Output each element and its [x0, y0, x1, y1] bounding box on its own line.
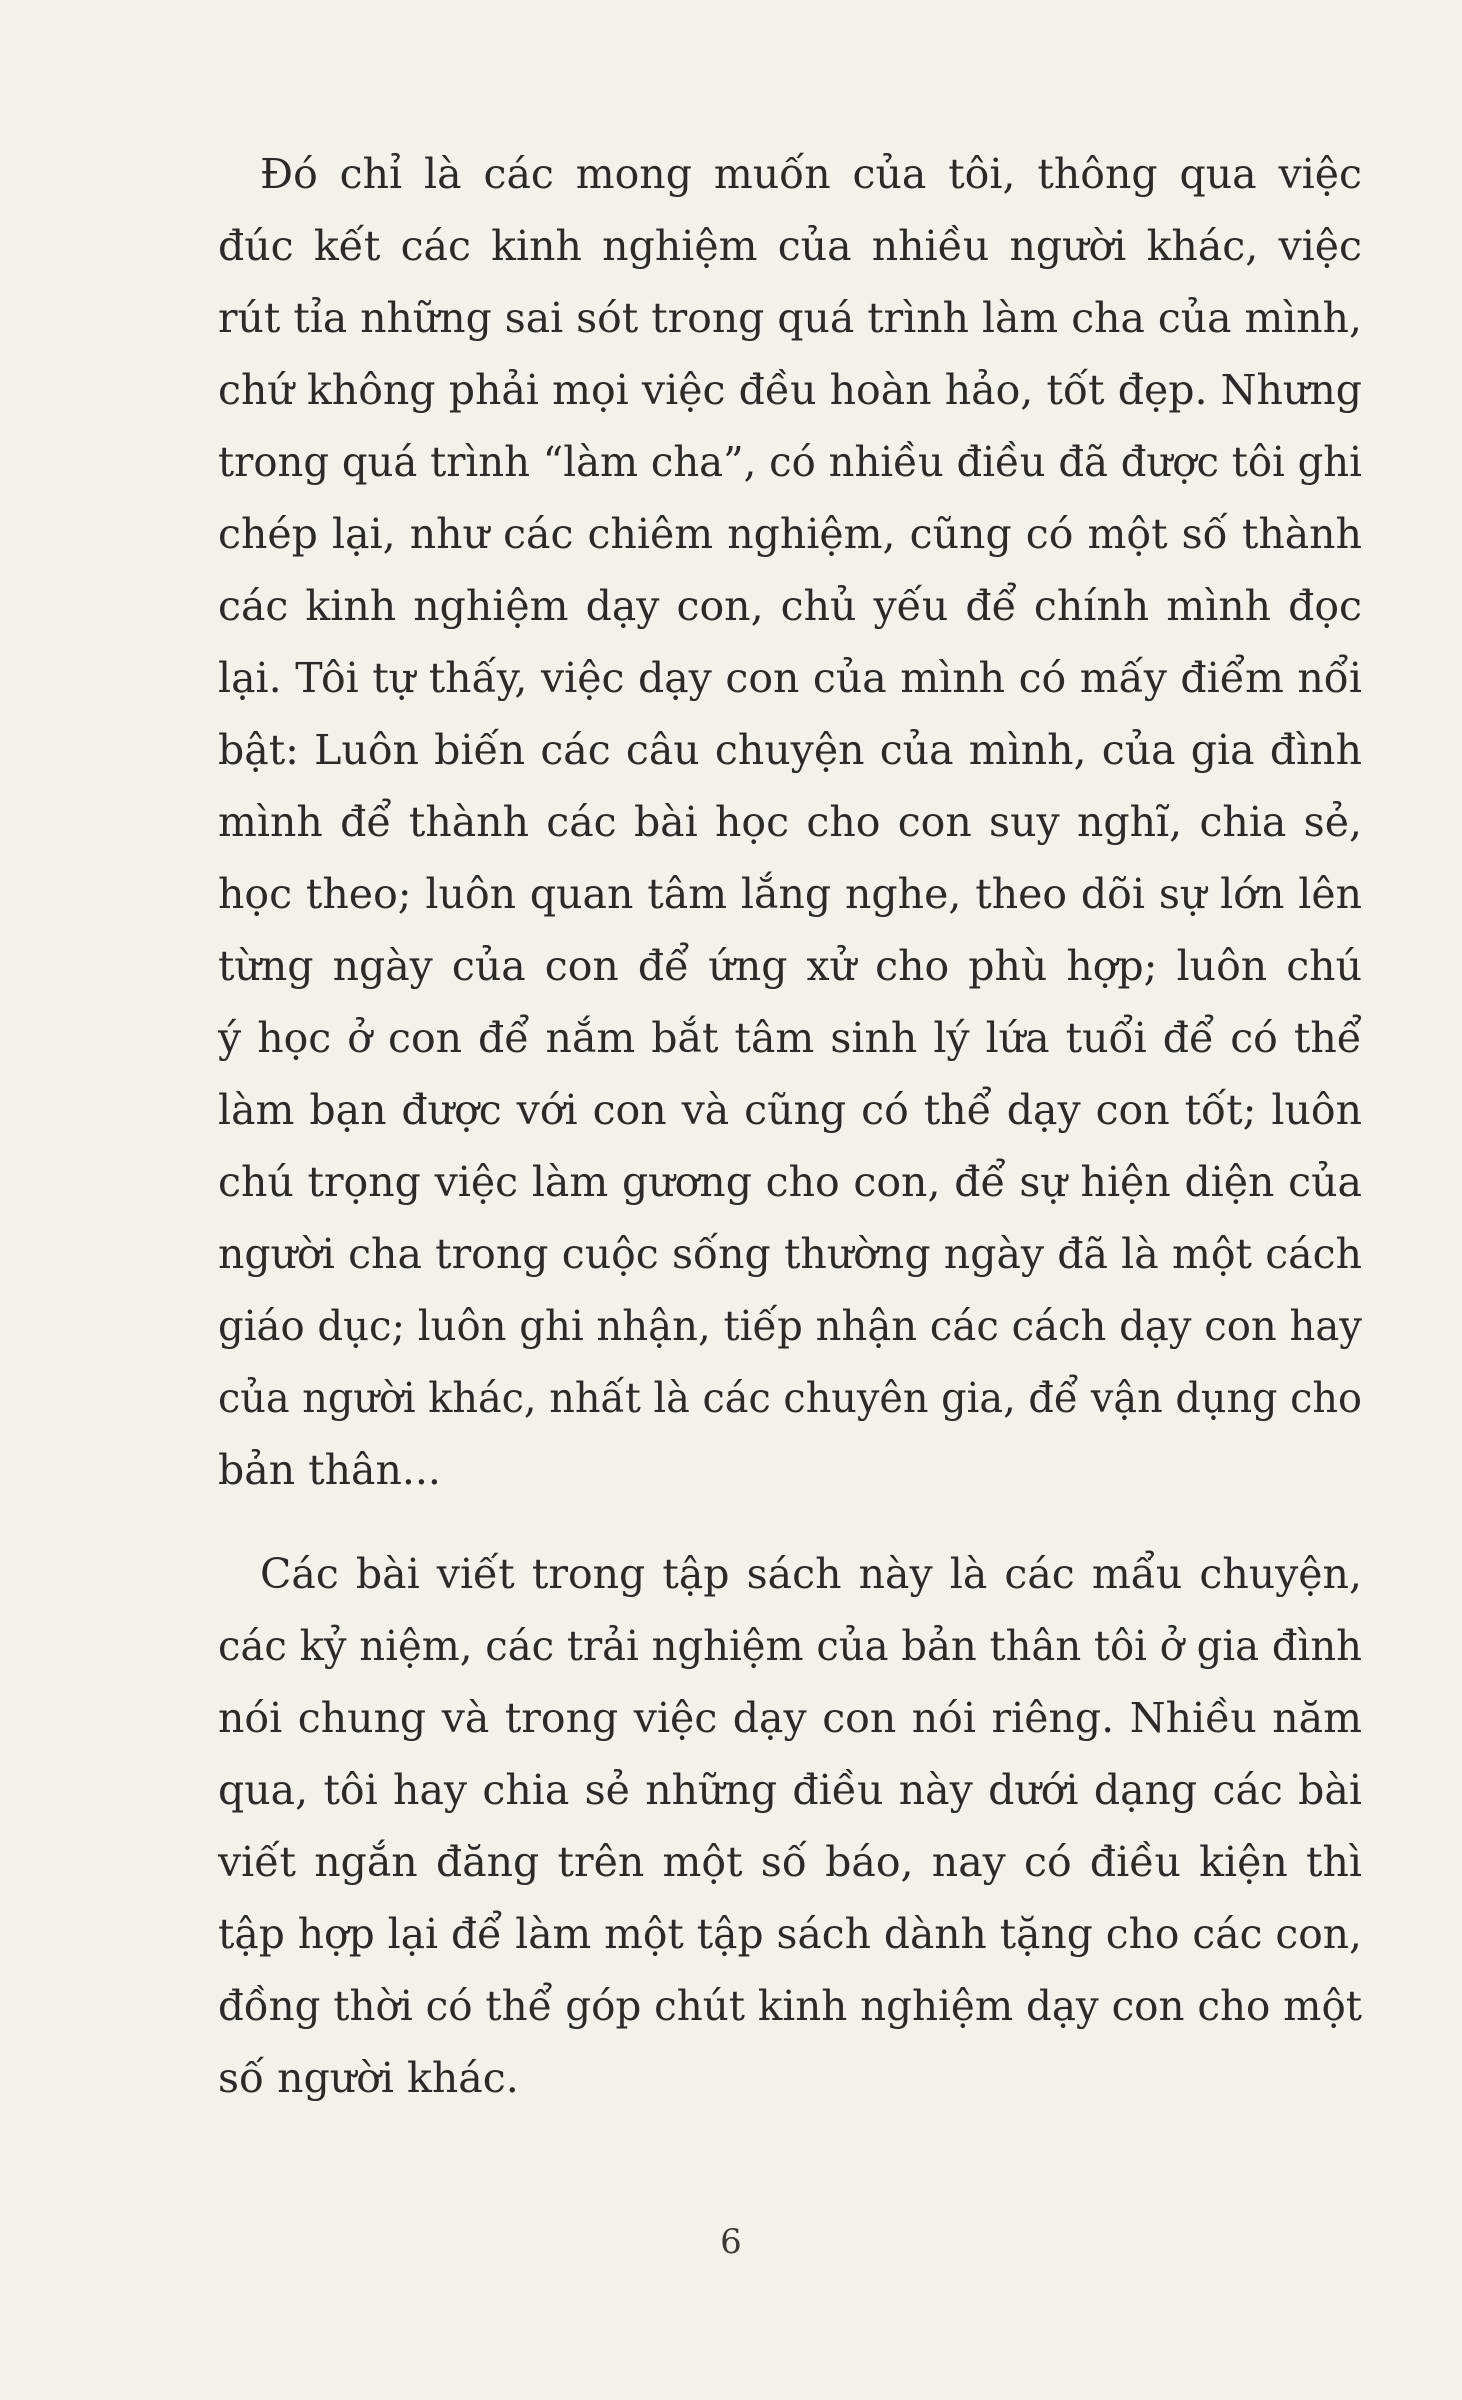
text-line-content: người cha trong cuộc sống thường ngày đã là một cách	[218, 1230, 1362, 1278]
text-line-content: chép lại, như các chiêm nghiệm, cũng có một số thành	[218, 510, 1362, 558]
text-line	[218, 498, 1362, 570]
text-line-content: các kinh nghiệm dạy con, chủ yếu để chính mình đọc	[218, 582, 1362, 630]
text-line	[218, 282, 1362, 354]
text-line	[218, 1074, 1362, 1146]
text-line-content: ý học ở con để nắm bắt tâm sinh lý lứa tuổi để có thể	[218, 1014, 1362, 1062]
text-line-content: giáo dục; luôn ghi nhận, tiếp nhận các cách dạy con hay	[218, 1302, 1362, 1350]
text-line	[218, 210, 1362, 282]
text-line	[218, 1610, 1362, 1682]
text-line	[218, 1898, 1362, 1970]
text-line	[218, 930, 1362, 1002]
text-line-content: mình để thành các bài học cho con suy nghĩ, chia sẻ,	[218, 798, 1362, 846]
text-line	[218, 1218, 1362, 1290]
text-line	[218, 1826, 1362, 1898]
paragraph-2	[218, 1538, 1362, 2114]
text-line-content: chú trọng việc làm gương cho con, để sự hiện diện của	[218, 1158, 1362, 1206]
text-line-content: nói chung và trong việc dạy con nói riêng. Nhiều năm	[218, 1694, 1362, 1742]
text-line-content: số người khác.	[218, 2054, 519, 2102]
text-line	[218, 1434, 1362, 1506]
text-line-content: bật: Luôn biến các câu chuyện của mình, của gia đình	[218, 726, 1362, 774]
text-line-content: từng ngày của con để ứng xử cho phù hợp; luôn chú	[218, 942, 1362, 990]
text-line-content: các kỷ niệm, các trải nghiệm của bản thân tôi ở gia đình	[218, 1622, 1362, 1670]
text-line-content: Đó chỉ là các mong muốn của tôi, thông qua việc	[260, 150, 1362, 198]
paragraph-1	[218, 138, 1362, 1506]
text-line-content: trong quá trình “làm cha”, có nhiều điều đã được tôi ghi	[218, 438, 1362, 486]
text-line-content: đồng thời có thể góp chút kinh nghiệm dạy con cho một	[218, 1982, 1362, 2030]
text-line	[218, 1002, 1362, 1074]
text-line-content: tập hợp lại để làm một tập sách dành tặng cho các con,	[218, 1910, 1362, 1958]
text-line-content: Các bài viết trong tập sách này là các mẩu chuyện,	[260, 1550, 1362, 1598]
text-line-content: rút tỉa những sai sót trong quá trình làm cha của mình,	[218, 294, 1362, 342]
text-line	[218, 714, 1362, 786]
text-line-content: học theo; luôn quan tâm lắng nghe, theo dõi sự lớn lên	[218, 870, 1362, 918]
text-line	[218, 858, 1362, 930]
text-line	[218, 138, 1362, 210]
text-line	[218, 1538, 1362, 1610]
text-line	[218, 1970, 1362, 2042]
text-line-content: viết ngắn đăng trên một số báo, nay có điều kiện thì	[218, 1838, 1362, 1886]
text-line-content: đúc kết các kinh nghiệm của nhiều người khác, việc	[218, 222, 1362, 270]
text-line	[218, 1290, 1362, 1362]
text-line-content: lại. Tôi tự thấy, việc dạy con của mình có mấy điểm nổi	[218, 654, 1362, 702]
text-line	[218, 1362, 1362, 1434]
text-line-content: qua, tôi hay chia sẻ những điều này dưới dạng các bài	[218, 1766, 1362, 1814]
text-line	[218, 1682, 1362, 1754]
text-line-content: chứ không phải mọi việc đều hoàn hảo, tốt đẹp. Nhưng	[218, 366, 1362, 414]
text-line	[218, 426, 1362, 498]
text-line	[218, 1754, 1362, 1826]
text-line	[218, 570, 1362, 642]
text-line-content: của người khác, nhất là các chuyên gia, để vận dụng cho	[218, 1374, 1362, 1422]
text-line-content: bản thân...	[218, 1446, 441, 1494]
text-line	[218, 642, 1362, 714]
text-line	[218, 2042, 1362, 2114]
page-number: 6	[720, 2222, 742, 2262]
text-line	[218, 786, 1362, 858]
text-line-content: làm bạn được với con và cũng có thể dạy con tốt; luôn	[218, 1086, 1362, 1134]
text-line	[218, 1146, 1362, 1218]
text-line	[218, 354, 1362, 426]
